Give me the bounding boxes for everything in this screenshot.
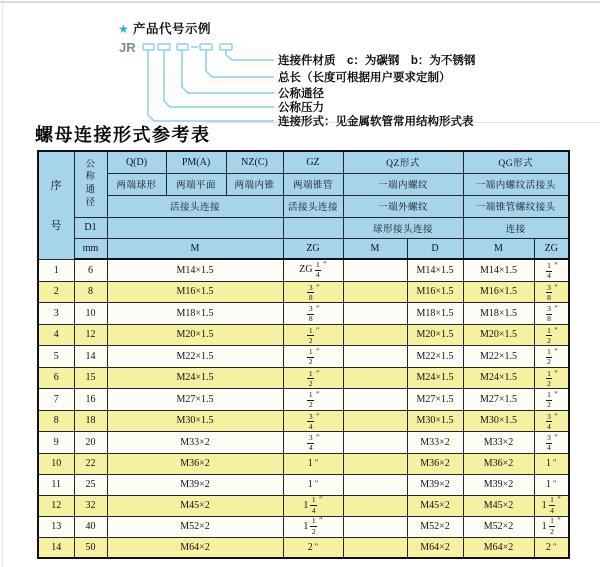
- table-row: [38, 432, 569, 454]
- cell-gz-size: 2 ″: [283, 537, 343, 558]
- cell-qz-m: [343, 324, 407, 346]
- cell-m-thread: M33×2: [107, 432, 283, 454]
- cell-gz-size: 1 ″: [283, 474, 343, 495]
- cell-gz-size: 1 $\frac{1}{2}$ ″: [283, 516, 343, 537]
- header-col-nz: NZ(C): [226, 151, 283, 173]
- cell-qg-m: M20×1.5: [463, 324, 534, 346]
- cell-qz-d: M45×2: [407, 495, 463, 516]
- cell-qz-d: M39×2: [407, 474, 463, 495]
- cell-qz-m: [343, 516, 407, 537]
- cell-qg-m: M39×2: [463, 474, 534, 495]
- table-row: [38, 367, 569, 389]
- cell-m-thread: M52×2: [107, 516, 283, 537]
- cell-dn: 6: [74, 259, 107, 281]
- cell-qz-m: [343, 389, 407, 411]
- header-col-q: Q(D): [107, 151, 166, 173]
- code-box-4: [200, 44, 212, 50]
- table-body: [38, 259, 569, 558]
- header-col-qz: QZ形式: [343, 151, 463, 173]
- cell-m-thread: M16×1.5: [107, 281, 283, 303]
- cell-m-thread: M20×1.5: [107, 324, 283, 346]
- cell-qg-m: M30×1.5: [463, 410, 534, 432]
- table-title: 螺母连接形式参考表: [35, 125, 211, 146]
- cell-qg-zg: 1 $\frac{1}{2}$ ″: [534, 516, 569, 537]
- cell-dn: 16: [74, 389, 107, 411]
- diagram-label-form: 连接形式：见金属软管常用结构形式表: [278, 116, 474, 128]
- star-icon: ★: [118, 22, 129, 36]
- header-d1: D1: [74, 217, 107, 238]
- cell-qz-d: M33×2: [407, 432, 463, 454]
- cell-gz-size: $\frac{1}{2}$ ″: [283, 367, 343, 389]
- cell-qg-zg: $\frac{1}{2}$ ″: [534, 324, 569, 346]
- cell-qz-m: [343, 474, 407, 495]
- cell-qg-zg: $\frac{3}{4}$ ″: [534, 410, 569, 432]
- cell-qz-m: [343, 410, 407, 432]
- cell-qz-m: [343, 259, 407, 281]
- diagram-label-pressure: 公称压力: [278, 102, 324, 114]
- cell-gz-size: $\frac{1}{2}$ ″: [283, 324, 343, 346]
- cell-dn: 12: [74, 324, 107, 346]
- cell-qg-zg: $\frac{1}{2}$ ″: [534, 346, 569, 368]
- cell-m-thread: M36×2: [107, 453, 283, 474]
- cell-m-thread: M39×2: [107, 474, 283, 495]
- cell-dn: 10: [74, 303, 107, 325]
- table-row: [38, 410, 569, 432]
- cell-qz-m: [343, 537, 407, 558]
- cell-qz-d: M18×1.5: [407, 303, 463, 325]
- table-row: [38, 537, 569, 558]
- cell-qz-d: M16×1.5: [407, 281, 463, 303]
- code-box-1: [143, 44, 154, 50]
- cell-dn: 32: [74, 495, 107, 516]
- cell-gz-size: $\frac{1}{2}$ ″: [283, 346, 343, 368]
- cell-qg-m: M27×1.5: [463, 389, 534, 411]
- cell-dn: 25: [74, 474, 107, 495]
- table-header: [38, 151, 569, 259]
- cell-qg-zg: 1 ″: [534, 453, 569, 474]
- table-row: [38, 303, 569, 325]
- cell-qg-zg: $\frac{3}{8}$ ″: [534, 303, 569, 325]
- cell-m-thread: M45×2: [107, 495, 283, 516]
- cell-qg-m: M52×2: [463, 516, 534, 537]
- header-col-gz: GZ: [283, 151, 343, 173]
- code-box-2: [158, 44, 170, 50]
- header-gz-connection: 活接头连接: [283, 195, 343, 217]
- cell-gz-size: $\frac{3}{4}$ ″: [283, 410, 343, 432]
- header-gz-unit: ZG: [283, 238, 343, 259]
- cell-m-thread: M18×1.5: [107, 303, 283, 325]
- cell-qz-d: M36×2: [407, 453, 463, 474]
- cell-qg-m: M45×2: [463, 495, 534, 516]
- diagram-label-diameter: 公称通径: [278, 88, 324, 100]
- header-qz-m: M: [343, 238, 407, 259]
- cell-qz-d: M52×2: [407, 516, 463, 537]
- header-qg-desc2: 一端锥管螺纹接头: [463, 195, 569, 217]
- table-row: [38, 453, 569, 474]
- cell-seq: 8: [38, 410, 74, 432]
- cell-qz-d: M22×1.5: [407, 346, 463, 368]
- header-union-connection: 活接头连接: [107, 195, 283, 217]
- header-gz-desc: 两端锥管: [283, 173, 343, 195]
- cell-seq: 5: [38, 346, 74, 368]
- cell-gz-size: $\frac{3}{8}$ ″: [283, 281, 343, 303]
- cell-m-thread: M24×1.5: [107, 367, 283, 389]
- cell-dn: 20: [74, 432, 107, 454]
- cell-gz-size: 1 ″: [283, 453, 343, 474]
- cell-gz-size: $\frac{1}{2}$ ″: [283, 389, 343, 411]
- cell-qz-d: M27×1.5: [407, 389, 463, 411]
- cell-dn: 15: [74, 367, 107, 389]
- diagram-label-material: 连接件材质 c：为碳钢 b：为不锈钢: [278, 55, 476, 67]
- header-mm: mm: [74, 238, 107, 259]
- header-qz-desc1: 一端内螺纹: [343, 173, 463, 195]
- cell-dn: 50: [74, 537, 107, 558]
- header-nz-desc: 两端内锥: [226, 173, 283, 195]
- cell-qg-m: M24×1.5: [463, 367, 534, 389]
- header-blank-gz: [283, 217, 343, 238]
- cell-qg-m: M16×1.5: [463, 281, 534, 303]
- cell-dn: 8: [74, 281, 107, 303]
- cell-qg-m: M33×2: [463, 432, 534, 454]
- cell-qg-zg: 1 ″: [534, 474, 569, 495]
- cell-seq: 13: [38, 516, 74, 537]
- header-col-qg: QG形式: [463, 151, 569, 173]
- cell-seq: 14: [38, 537, 74, 558]
- cell-qg-zg: $\frac{3}{4}$ ″: [534, 432, 569, 454]
- header-qz-d: D: [407, 238, 463, 259]
- cell-gz-size: $\frac{3}{4}$ ″: [283, 432, 343, 454]
- table-row: [38, 495, 569, 516]
- cell-m-thread: M64×2: [107, 537, 283, 558]
- cell-qz-m: [343, 432, 407, 454]
- header-qz-desc2: 一端外螺纹: [343, 195, 463, 217]
- header-qg-m: M: [463, 238, 534, 259]
- cell-dn: 40: [74, 516, 107, 537]
- cell-qz-d: M30×1.5: [407, 410, 463, 432]
- cell-qz-d: M14×1.5: [407, 259, 463, 281]
- code-box-5: [220, 44, 232, 50]
- table-row: [38, 281, 569, 303]
- header-seq: 序 号: [38, 151, 74, 259]
- cell-qg-zg: $\frac{1}{2}$ ″: [534, 367, 569, 389]
- header-q-desc: 两端球形: [107, 173, 166, 195]
- cell-gz-size: 1 $\frac{1}{4}$ ″: [283, 495, 343, 516]
- connector-line-material: [226, 50, 274, 60]
- cell-dn: 14: [74, 346, 107, 368]
- table-row: [38, 346, 569, 368]
- table-row: [38, 389, 569, 411]
- cell-qz-m: [343, 346, 407, 368]
- table-row: [38, 516, 569, 537]
- cell-qz-m: [343, 281, 407, 303]
- cell-qz-m: [343, 453, 407, 474]
- cell-qg-m: M36×2: [463, 453, 534, 474]
- header-qg-zg: ZG: [534, 238, 569, 259]
- cell-qg-zg: 1 $\frac{1}{4}$ ″: [534, 495, 569, 516]
- cell-dn: 22: [74, 453, 107, 474]
- cell-qg-m: M14×1.5: [463, 259, 534, 281]
- cell-seq: 1: [38, 259, 74, 281]
- cell-qg-m: M64×2: [463, 537, 534, 558]
- cell-qz-d: M24×1.5: [407, 367, 463, 389]
- table-row: [38, 474, 569, 495]
- cell-qg-zg: $\frac{1}{4}$ ″: [534, 259, 569, 281]
- cell-seq: 11: [38, 474, 74, 495]
- header-qz-connection: 球形接头连接: [343, 217, 463, 238]
- cell-seq: 12: [38, 495, 74, 516]
- cell-seq: 7: [38, 389, 74, 411]
- cell-seq: 2: [38, 281, 74, 303]
- cell-m-thread: M14×1.5: [107, 259, 283, 281]
- cell-qz-m: [343, 303, 407, 325]
- cell-qz-d: M64×2: [407, 537, 463, 558]
- header-qg-desc1: 一端内螺纹活接头: [463, 173, 569, 195]
- header-m-unit: M: [107, 238, 283, 259]
- diagram-label-length: 总长（长度可根据用户要求定制）: [278, 72, 451, 84]
- cell-gz-size: $\frac{3}{8}$ ″: [283, 303, 343, 325]
- header-nominal-diameter: 公 称 通 径: [74, 151, 107, 217]
- cell-qg-zg: $\frac{3}{8}$ ″: [534, 281, 569, 303]
- connector-line-length: [206, 50, 274, 77]
- cell-qg-zg: 2 ″: [534, 537, 569, 558]
- cell-qg-m: M22×1.5: [463, 346, 534, 368]
- cell-m-thread: M30×1.5: [107, 410, 283, 432]
- product-code-heading: 产品代号示例: [133, 22, 212, 36]
- cell-m-thread: M22×1.5: [107, 346, 283, 368]
- cell-qz-m: [343, 367, 407, 389]
- cell-seq: 4: [38, 324, 74, 346]
- cell-gz-size: ZG $\frac{1}{4}$ ″: [283, 259, 343, 281]
- cell-qz-d: M20×1.5: [407, 324, 463, 346]
- cell-seq: 9: [38, 432, 74, 454]
- header-pm-desc: 两端平面: [166, 173, 226, 195]
- nut-connection-reference-table: [37, 150, 570, 559]
- header-col-pm: PM(A): [166, 151, 226, 173]
- header-blank-m: [107, 217, 283, 238]
- product-code-prefix: JR: [119, 40, 136, 55]
- code-box-3: [177, 44, 188, 50]
- cell-seq: 10: [38, 453, 74, 474]
- table-row: [38, 259, 569, 281]
- cell-seq: 3: [38, 303, 74, 325]
- table-row: [38, 324, 569, 346]
- cell-qz-m: [343, 495, 407, 516]
- cell-dn: 18: [74, 410, 107, 432]
- cell-seq: 6: [38, 367, 74, 389]
- header-qg-connection: 连接: [463, 217, 569, 238]
- cell-qg-zg: $\frac{1}{2}$ ″: [534, 389, 569, 411]
- connector-line-pressure: [164, 50, 274, 107]
- cell-qg-m: M18×1.5: [463, 303, 534, 325]
- cell-m-thread: M27×1.5: [107, 389, 283, 411]
